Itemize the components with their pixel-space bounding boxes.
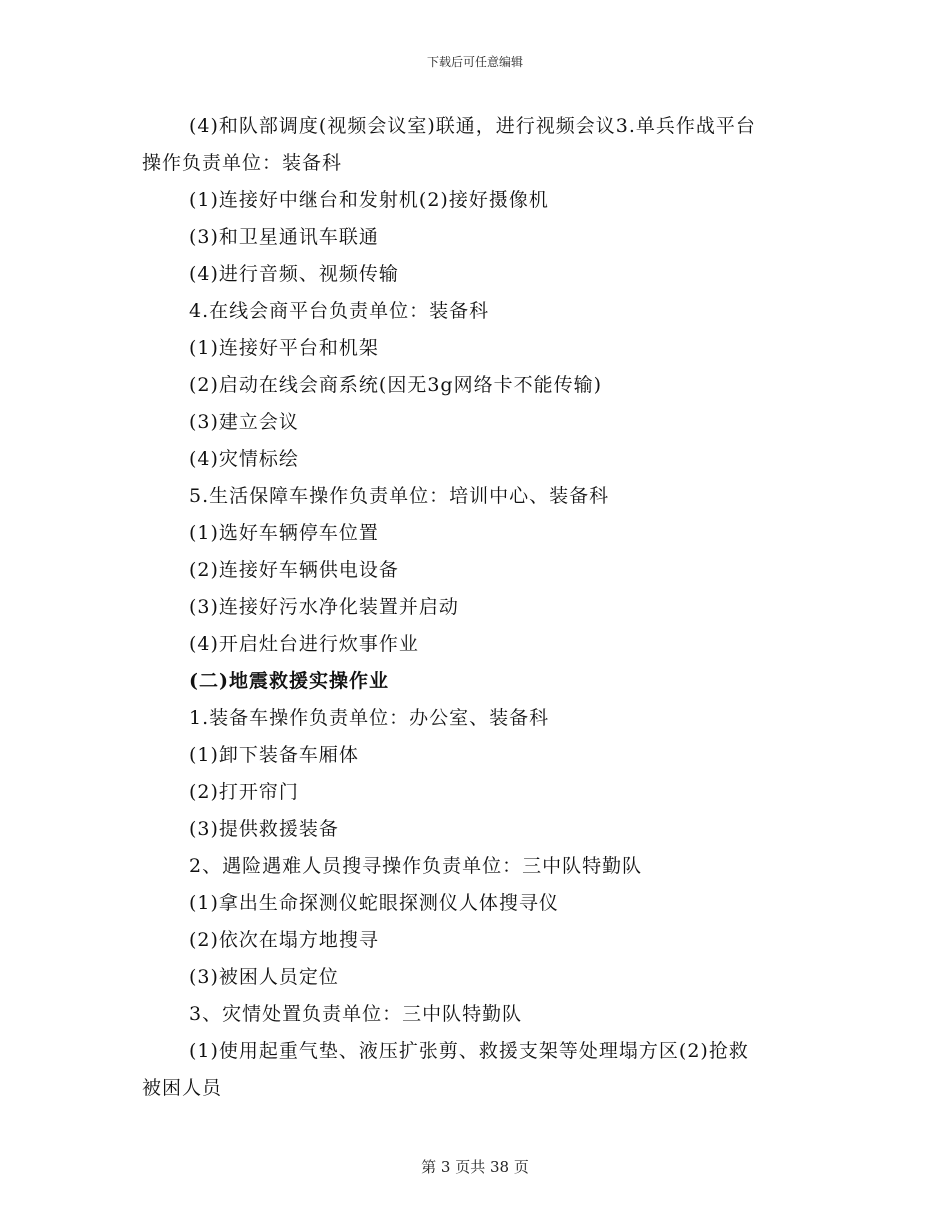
body-line: 被困人员 [142,1077,223,1099]
body-line: (2)启动在线会商系统(因无3g网络卡不能传输) [189,374,602,396]
document-body [142,108,822,1107]
body-line: (3)提供救援装备 [189,818,339,840]
page-header: 下载后可任意编辑 [426,55,523,69]
body-line: 5.生活保障车操作负责单位：培训中心、装备科 [189,485,610,507]
body-line: (1)卸下装备车厢体 [189,744,359,766]
body-line: 1.装备车操作负责单位：办公室、装备科 [189,707,550,729]
body-line: (3)建立会议 [189,411,299,433]
body-line: 操作负责单位：装备科 [142,152,343,174]
body-line: (1)拿出生命探测仪蛇眼探测仪人体搜寻仪 [189,892,559,914]
body-line: (3)被困人员定位 [189,966,339,988]
body-line: (2)打开帘门 [189,781,299,803]
body-line: (3)连接好污水净化装置并启动 [189,596,459,618]
body-line: (2)连接好车辆供电设备 [189,559,399,581]
section-heading: (二)地震救援实操作业 [189,670,389,692]
page-footer: 第 3 页共 38 页 [421,1158,529,1176]
body-line: (1)使用起重气垫、液压扩张剪、救援支架等处理塌方区(2)抢救 [189,1040,749,1062]
body-line: (2)依次在塌方地搜寻 [189,929,379,951]
body-line: (1)连接好平台和机架 [189,337,379,359]
body-line: (1)连接好中继台和发射机(2)接好摄像机 [189,189,549,211]
body-line: (4)开启灶台进行炊事作业 [189,633,419,655]
body-line: (3)和卫星通讯车联通 [189,226,379,248]
body-line: (4)和队部调度(视频会议室)联通，进行视频会议3.单兵作战平台 [189,115,756,137]
body-line: 2、遇险遇难人员搜寻操作负责单位：三中队特勤队 [189,855,643,877]
body-line: (4)进行音频、视频传输 [189,263,399,285]
body-line: 4.在线会商平台负责单位：装备科 [189,300,490,322]
body-line: 3、灾情处置负责单位：三中队特勤队 [189,1003,523,1025]
body-line: (4)灾情标绘 [189,448,299,470]
body-line: (1)选好车辆停车位置 [189,522,379,544]
